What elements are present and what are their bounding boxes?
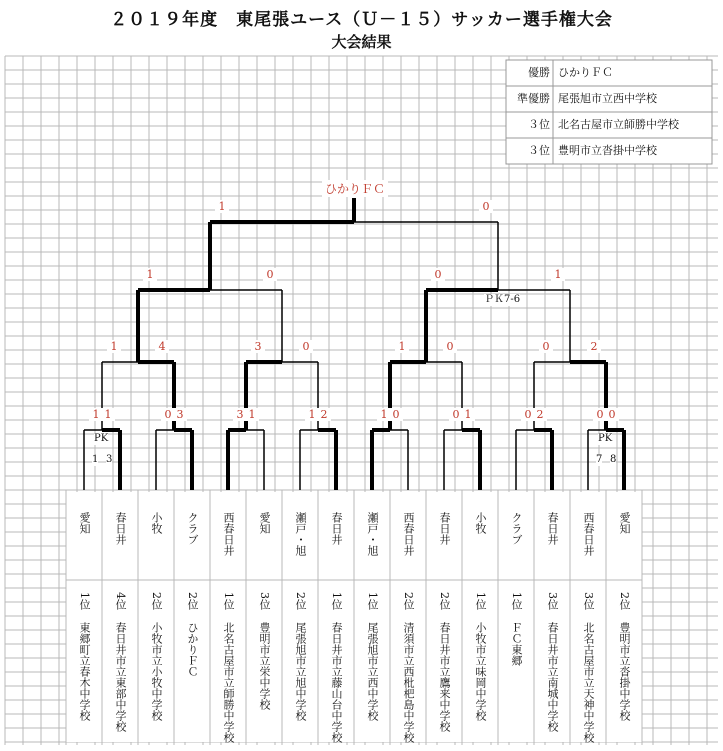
score-round1: 1 xyxy=(101,408,115,421)
team-rank: 2位 xyxy=(186,592,199,610)
team-name: 清須市立西枇杷島中学校 xyxy=(402,622,415,743)
score-quarter: 0 xyxy=(443,340,457,353)
team-rank: 1位 xyxy=(222,592,235,610)
team-region: 春日井 xyxy=(114,512,127,545)
team-rank: 3位 xyxy=(582,592,595,610)
team-rank: 1位 xyxy=(474,592,487,610)
score-semi: 1 xyxy=(143,268,157,281)
score-round1: 2 xyxy=(533,408,547,421)
team-rank: 2位 xyxy=(618,592,631,610)
score-round1: 0 xyxy=(605,408,619,421)
score-round1: 1 xyxy=(461,408,475,421)
team-name: 小牧市立味岡中学校 xyxy=(474,622,487,721)
score-round1: 2 xyxy=(317,408,331,421)
team-region: 瀬戸・旭 xyxy=(294,512,307,556)
team-rank: 1位 xyxy=(330,592,343,610)
team-rank: 2位 xyxy=(150,592,163,610)
result-team: 豊明市立沓掛中学校 xyxy=(558,144,657,157)
team-name: 尾張旭市立旭中学校 xyxy=(294,622,307,721)
team-name: 尾張旭市立西中学校 xyxy=(366,622,379,721)
team-name: 春日井市立藤山台中学校 xyxy=(330,622,343,743)
team-rank: 3位 xyxy=(258,592,271,610)
score-round1: 0 xyxy=(449,408,463,421)
result-rank: 優勝 xyxy=(528,66,550,79)
team-name: 豊明市立栄中学校 xyxy=(258,622,271,710)
score-round1: 1 xyxy=(305,408,319,421)
score-round1: 1 xyxy=(245,408,259,421)
team-rank: 4位 xyxy=(114,592,127,610)
team-name: 豊明市立沓掛中学校 xyxy=(618,622,631,721)
score-round1: 0 xyxy=(389,408,403,421)
team-rank: 1位 xyxy=(78,592,91,610)
score-final: 0 xyxy=(479,200,493,213)
team-region: 春日井 xyxy=(546,512,559,545)
team-name: 春日井市立東部中学校 xyxy=(114,622,127,732)
team-region: 西春日井 xyxy=(582,512,595,556)
team-rank: 1位 xyxy=(366,592,379,610)
team-name: 小牧市立小牧中学校 xyxy=(150,622,163,721)
score-semi: 1 xyxy=(551,268,565,281)
result-team: 北名古屋市立師勝中学校 xyxy=(558,118,679,131)
score-round1: 3 xyxy=(173,408,187,421)
team-region: クラブ xyxy=(510,512,523,545)
pk-score: 7 xyxy=(596,454,603,465)
team-name: 北名古屋市立師勝中学校 xyxy=(222,622,235,743)
team-region: 小牧 xyxy=(474,512,487,534)
team-region: 愛知 xyxy=(78,512,91,534)
score-round1: 1 xyxy=(377,408,391,421)
team-name: 春日井市立鷹来中学校 xyxy=(438,622,451,732)
score-final: 1 xyxy=(215,200,229,213)
team-region: 西春日井 xyxy=(222,512,235,556)
team-name: ひかりＦＣ xyxy=(186,622,199,677)
score-semi: 0 xyxy=(263,268,277,281)
team-region: 愛知 xyxy=(258,512,271,534)
team-rank: 1位 xyxy=(510,592,523,610)
score-round1: 1 xyxy=(89,408,103,421)
team-name: 東郷町立春木中学校 xyxy=(78,622,91,721)
team-region: 西春日井 xyxy=(402,512,415,556)
score-quarter: 1 xyxy=(395,340,409,353)
score-round1: 0 xyxy=(521,408,535,421)
result-team: ひかりＦＣ xyxy=(558,66,613,79)
team-region: クラブ xyxy=(186,512,199,545)
score-quarter: 1 xyxy=(107,340,121,353)
team-region: 小牧 xyxy=(150,512,163,534)
team-rank: 2位 xyxy=(438,592,451,610)
score-round1: 3 xyxy=(233,408,247,421)
champion-label: ひかりＦＣ xyxy=(322,180,388,197)
score-quarter: 0 xyxy=(539,340,553,353)
team-rank: 3位 xyxy=(546,592,559,610)
page-subtitle: 大会結果 xyxy=(331,33,392,51)
pk-label: PK xyxy=(94,433,109,444)
result-rank: ３位 xyxy=(528,144,550,157)
pk-score: 1 xyxy=(92,454,99,465)
score-quarter: 0 xyxy=(299,340,313,353)
team-name: ＦＣ東郷 xyxy=(510,622,523,666)
page-title: ２０１９年度 東尾張ユース（Ｕ－１５）サッカー選手権大会 xyxy=(110,10,613,30)
score-round1: 0 xyxy=(161,408,175,421)
result-rank: 準優勝 xyxy=(517,92,550,105)
team-region: 瀬戸・旭 xyxy=(366,512,379,556)
pk-label: PK xyxy=(598,433,613,444)
pk-score: 8 xyxy=(610,454,617,465)
team-region: 春日井 xyxy=(330,512,343,545)
team-rank: 2位 xyxy=(402,592,415,610)
team-name: 北名古屋市立天神中学校 xyxy=(582,622,595,743)
score-quarter: 2 xyxy=(587,340,601,353)
team-region: 春日井 xyxy=(438,512,451,545)
pk-score: 3 xyxy=(106,454,113,465)
score-semi: 0 xyxy=(431,268,445,281)
team-name: 春日井市立南城中学校 xyxy=(546,622,559,732)
team-rank: 2位 xyxy=(294,592,307,610)
result-rank: ３位 xyxy=(528,118,550,131)
score-quarter: 4 xyxy=(155,340,169,353)
score-quarter: 3 xyxy=(251,340,265,353)
pk-label: ＰＫ7-6 xyxy=(484,294,521,305)
team-region: 愛知 xyxy=(618,512,631,534)
score-round1: 0 xyxy=(593,408,607,421)
result-team: 尾張旭市立西中学校 xyxy=(558,92,657,105)
